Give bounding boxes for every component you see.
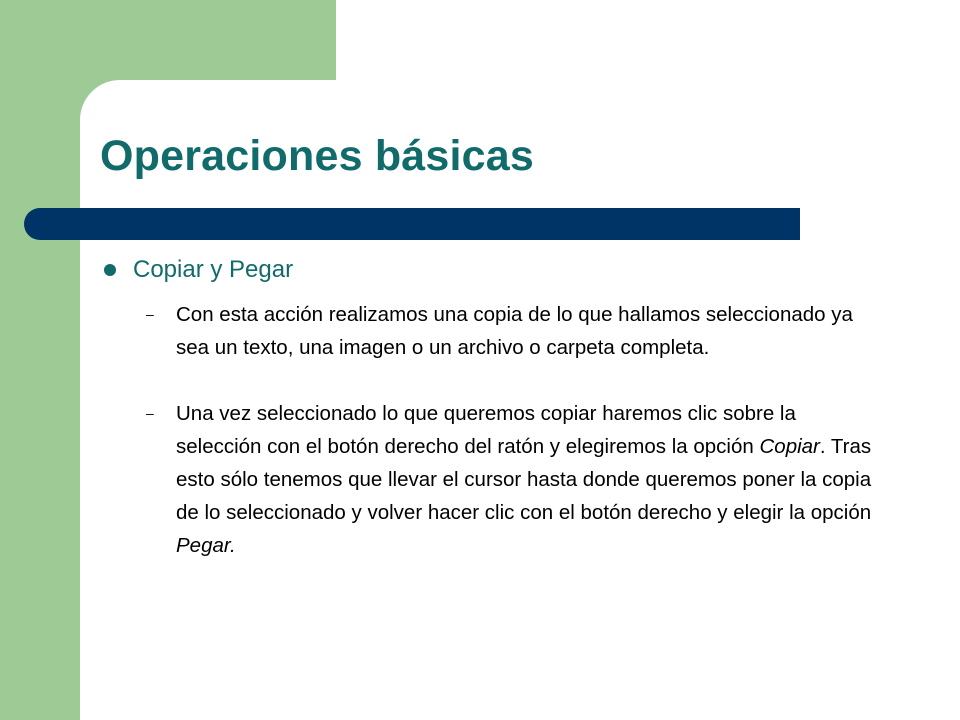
bullet-item: [104, 256, 293, 284]
copiar-emphasis: Copiar: [759, 435, 820, 458]
bullet-label: Copiar y Pegar: [133, 256, 294, 283]
sub-bullet-2-text-b: . Tras esto sólo tenemos que llevar el cursor hasta donde queremos poner la copia de lo seleccionado y volver hacer clic con el botón derecho y elegir la opción: [176, 435, 872, 524]
dash-icon: –: [146, 405, 154, 421]
title-underline-bar: [24, 208, 800, 240]
sub-bullet-2-text: [176, 397, 886, 562]
sub-bullet-1: [146, 298, 886, 364]
sub-bullet-2-text-a: Una vez seleccionado lo que queremos copiar haremos clic sobre la selección con el botón derecho del ratón y elegiremos la opción: [176, 402, 796, 458]
slide-title: Operaciones básicas: [100, 132, 535, 180]
dash-icon: –: [146, 306, 154, 322]
pegar-emphasis: Pegar.: [176, 534, 236, 557]
sub-bullet-2: [146, 397, 886, 562]
sub-bullet-1-text: Con esta acción realizamos una copia de lo que hallamos seleccionado ya sea un texto, una imagen o un archivo o carpeta completa.: [176, 303, 853, 359]
bullet-dot-icon: [104, 264, 116, 276]
